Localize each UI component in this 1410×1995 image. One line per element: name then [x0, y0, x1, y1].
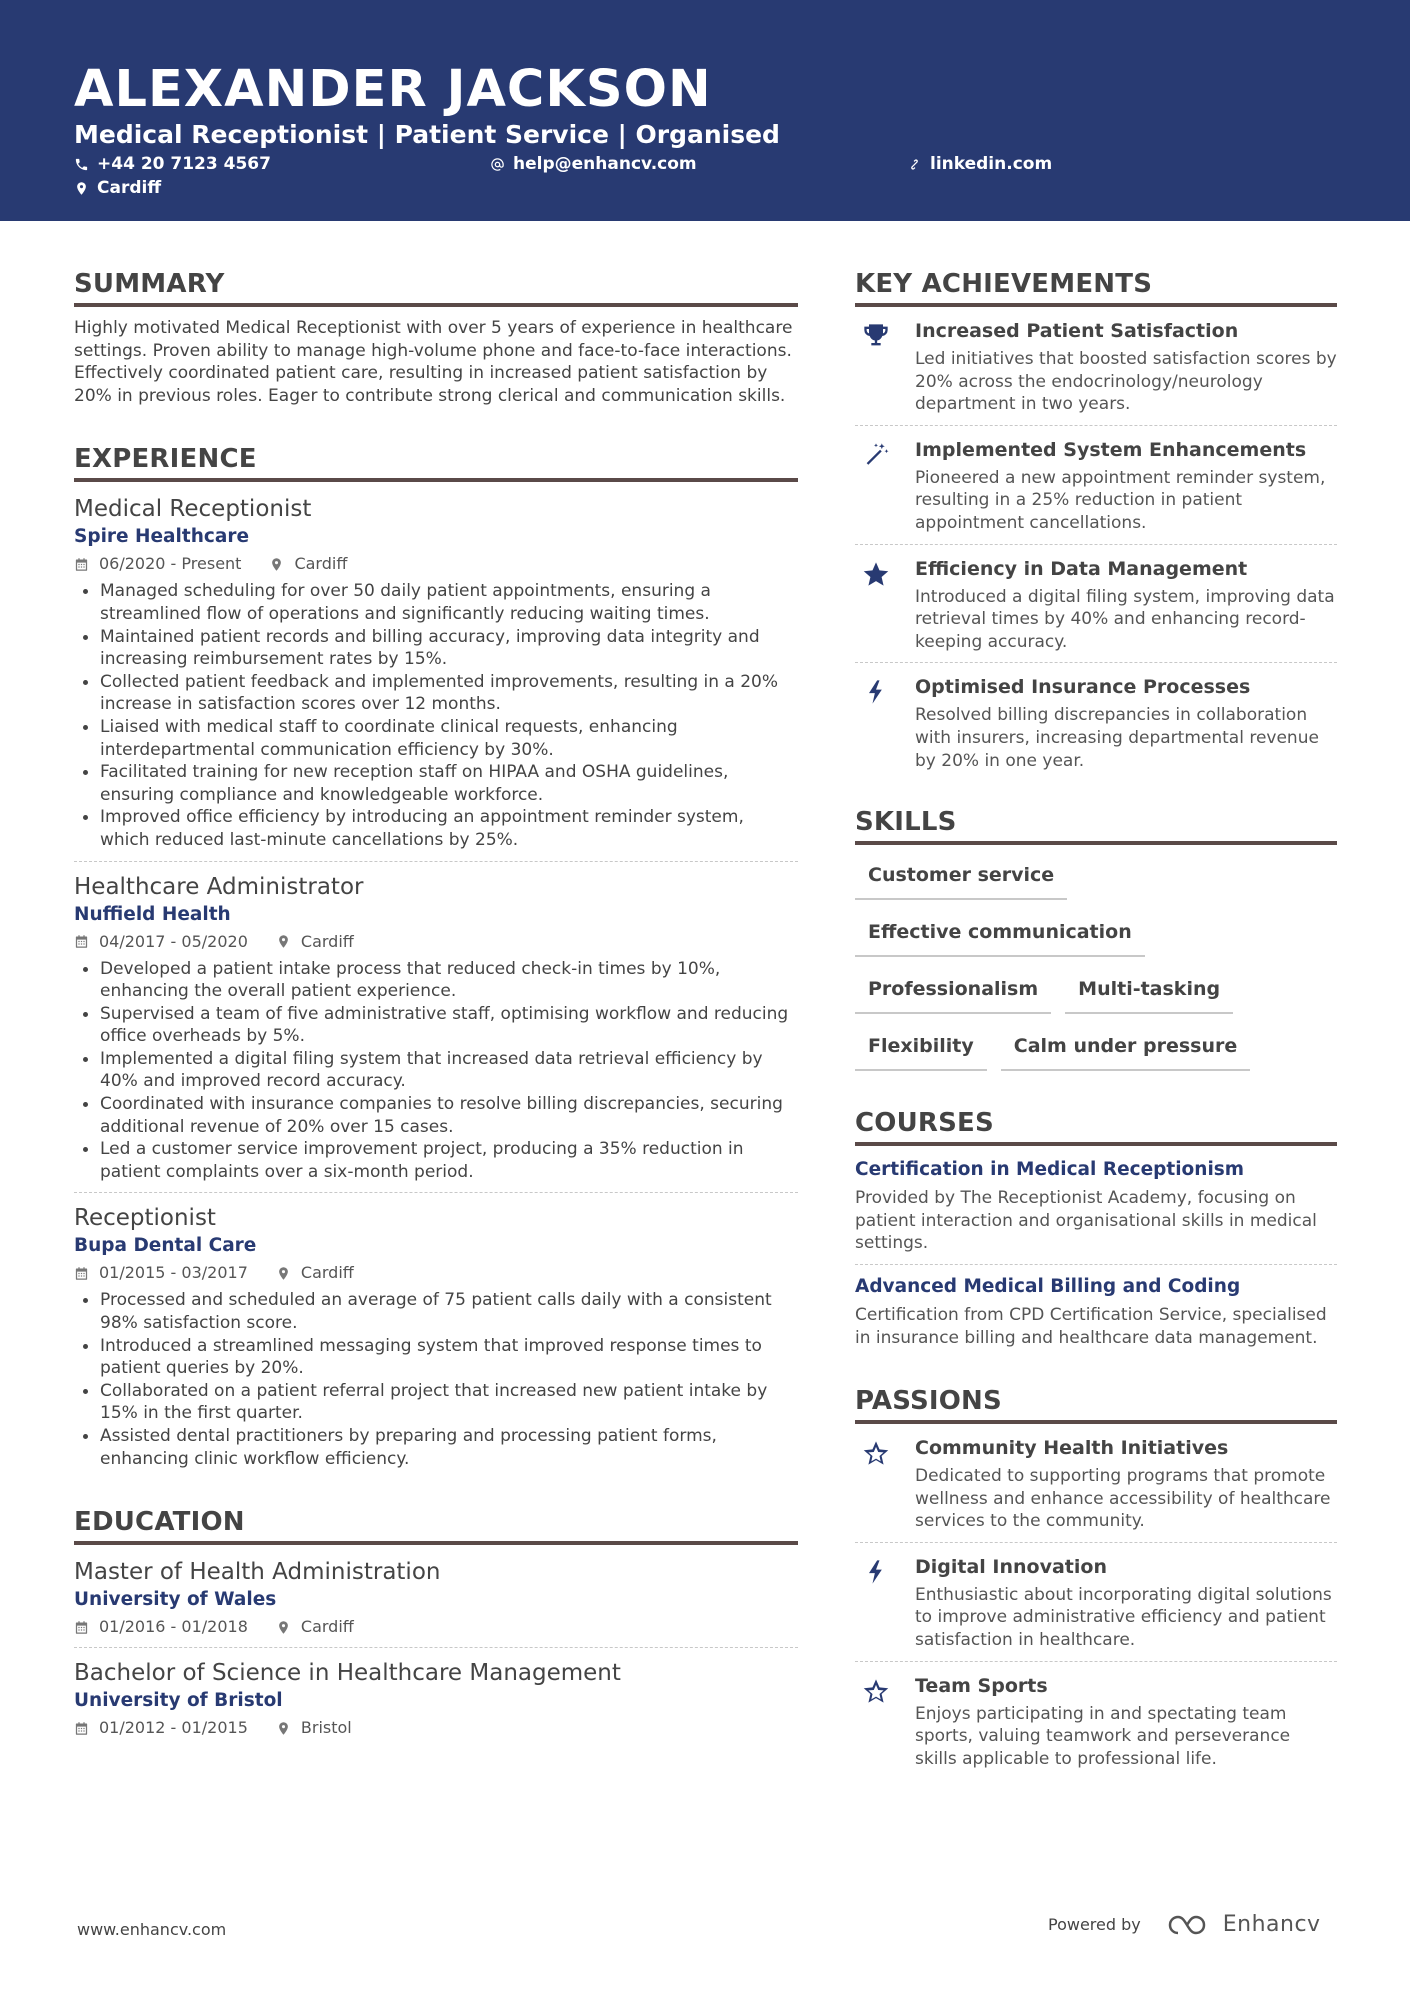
passion-title: Community Health Initiatives — [915, 1437, 1229, 1460]
job-title: Receptionist — [74, 1205, 216, 1232]
left-column — [74, 268, 798, 1739]
skills-section — [855, 806, 1337, 1081]
trophy-icon — [862, 322, 890, 350]
calendar-icon — [74, 934, 89, 949]
passion-title: Digital Innovation — [915, 1555, 1107, 1578]
magic-wand-icon — [862, 441, 890, 469]
lightning-icon — [862, 678, 890, 706]
passion-icon-wrap — [855, 1555, 915, 1652]
bullet-item: Assisted dental practitioners by preparing and processing patient forms, enhancing clinic workflow efficiency. — [74, 1425, 798, 1470]
education-dates: 01/2012 - 01/2015 — [99, 1718, 248, 1738]
lightning-icon — [862, 1558, 890, 1586]
job-dates: 01/2015 - 03/2017 — [99, 1263, 248, 1283]
courses-section — [855, 1107, 1337, 1349]
calendar-icon — [74, 1721, 89, 1736]
calendar-icon — [74, 557, 89, 572]
achievement-icon-wrap — [855, 675, 915, 772]
passion-item — [855, 1674, 1337, 1771]
company-name: Spire Healthcare — [74, 526, 250, 548]
linkedin-text: linkedin.com — [930, 154, 1053, 174]
location-pin-icon — [276, 1620, 291, 1635]
skill-tag: Multi-tasking — [1065, 967, 1233, 1014]
course-title: Advanced Medical Billing and Coding — [855, 1275, 1241, 1297]
enhancv-logo-icon — [1167, 1913, 1213, 1937]
passion-desc: Enjoys participating in and spectating team sports, valuing teamwork and perseverance skills applicable to professional life. — [915, 1703, 1291, 1769]
at-icon — [490, 157, 505, 172]
bullet-item: Collected patient feedback and implemented improvements, resulting in a 20% increase in satisfaction scores over 12 months. — [74, 671, 798, 716]
course-title: Certification in Medical Receptionism — [855, 1159, 1245, 1181]
achievement-desc: Pioneered a new appointment reminder system, resulting in a 25% reduction in patient appointment cancellations. — [915, 467, 1326, 533]
course-desc: Provided by The Receptionist Academy, focusing on patient interaction and organisational skills in medical settings. — [855, 1188, 1317, 1254]
contact-email[interactable] — [490, 153, 697, 175]
degree-title: Bachelor of Science in Healthcare Management — [74, 1660, 621, 1687]
achievement-title: Implemented System Enhancements — [915, 438, 1307, 461]
right-column — [855, 268, 1337, 1770]
achievement-title: Optimised Insurance Processes — [915, 676, 1251, 699]
passion-item — [855, 1555, 1337, 1652]
passions-section — [855, 1385, 1337, 1770]
candidate-name: ALEXANDER JACKSON — [74, 60, 712, 119]
education-meta — [74, 1616, 798, 1638]
contact-location — [74, 177, 161, 199]
location-pin-icon — [276, 1721, 291, 1736]
achievement-desc: Introduced a digital filing system, improving data retrieval times by 40% and enhancing record-keeping accuracy. — [915, 586, 1335, 652]
bullet-item: Improved office efficiency by introducing an appointment reminder system, which reduced last-minute cancellations by 25%. — [74, 806, 798, 851]
experience-item — [74, 494, 798, 851]
education-location — [276, 1717, 352, 1739]
skill-tag: Calm under pressure — [1001, 1024, 1250, 1071]
job-meta — [74, 553, 798, 575]
job-location-text: Cardiff — [294, 554, 348, 574]
education-item — [74, 1557, 798, 1638]
job-bullets — [74, 958, 798, 1184]
education-location-text: Cardiff — [300, 1617, 354, 1637]
education-item — [74, 1658, 798, 1739]
bullet-item: Developed a patient intake process that reduced check-in times by 10%, enhancing the overall patient experience. — [74, 958, 798, 1003]
bullet-item: Coordinated with insurance companies to resolve billing discrepancies, securing additional revenue of 20% over 15 cases. — [74, 1093, 798, 1138]
footer-website[interactable]: www.enhancv.com — [77, 1920, 227, 1939]
bullet-item: Liaised with medical staff to coordinate clinical requests, enhancing interdepartmental communication efficiency by 30%. — [74, 716, 798, 761]
summary-text: Highly motivated Medical Receptionist with over 5 years of experience in healthcare settings. Proven ability to manage high-volume phone and face-to-face interactions. Effectively coordinated patient care, resulting in increased patient satisfaction by 20% in previous roles. Eager to contribute strong clerical and communication skills. — [74, 318, 793, 406]
divider — [855, 662, 1337, 663]
achievement-title: Efficiency in Data Management — [915, 557, 1248, 580]
course-item — [855, 1275, 1337, 1349]
job-location — [276, 931, 354, 953]
location-text: Cardiff — [97, 178, 162, 198]
school-name: University of Wales — [74, 1589, 277, 1611]
achievement-desc: Resolved billing discrepancies in collaboration with insurers, increasing departmental revenue by 20% in one year. — [915, 705, 1319, 771]
bullet-item: Implemented a digital filing system that increased data retrieval efficiency by 40% and improved record accuracy. — [74, 1048, 798, 1093]
divider — [74, 1192, 798, 1193]
bullet-item: Processed and scheduled an average of 75 patient calls daily with a consistent 98% satisfaction score. — [74, 1289, 798, 1334]
brand-name: Enhancv — [1222, 1912, 1321, 1937]
star-outline-icon — [862, 1439, 890, 1467]
education-dates: 01/2016 - 01/2018 — [99, 1617, 248, 1637]
passion-icon-wrap — [855, 1436, 915, 1533]
course-desc: Certification from CPD Certification Service, specialised in insurance billing and healthcare data management. — [855, 1304, 1327, 1348]
skill-tag: Effective communication — [855, 910, 1145, 957]
passion-title: Team Sports — [915, 1674, 1048, 1697]
bullet-item: Maintained patient records and billing accuracy, improving data integrity and increasing reimbursement rates by 15%. — [74, 626, 798, 671]
section-title-achievements: KEY ACHIEVEMENTS — [855, 268, 1337, 307]
company-name: Bupa Dental Care — [74, 1235, 257, 1257]
passion-item — [855, 1436, 1337, 1533]
divider — [855, 1264, 1337, 1265]
achievements-section — [855, 268, 1337, 772]
job-bullets — [74, 580, 798, 851]
bullet-item: Supervised a team of five administrative staff, optimising workflow and reducing office overheads by 5%. — [74, 1003, 798, 1048]
divider — [855, 544, 1337, 545]
job-title: Healthcare Administrator — [74, 873, 364, 900]
calendar-icon — [74, 1620, 89, 1635]
phone-text: +44 20 7123 4567 — [97, 154, 271, 174]
job-title: Medical Receptionist — [74, 496, 312, 523]
calendar-icon — [74, 1266, 89, 1281]
job-meta — [74, 931, 798, 953]
section-title-passions: PASSIONS — [855, 1385, 1337, 1424]
divider — [855, 425, 1337, 426]
education-section — [74, 1506, 798, 1739]
section-title-skills: SKILLS — [855, 806, 1337, 845]
achievement-item — [855, 675, 1337, 772]
achievement-icon-wrap — [855, 438, 915, 535]
education-location — [276, 1616, 354, 1638]
experience-item — [74, 1203, 798, 1470]
link-icon — [907, 157, 922, 172]
email-text: help@enhancv.com — [513, 154, 697, 174]
location-pin-icon — [276, 934, 291, 949]
skill-tag: Flexibility — [855, 1024, 987, 1071]
job-dates: 06/2020 - Present — [99, 554, 242, 574]
divider — [855, 1661, 1337, 1662]
achievement-desc: Led initiatives that boosted satisfaction scores by 20% across the endocrinology/neurology department in two years. — [915, 349, 1337, 415]
passion-desc: Dedicated to supporting programs that promote wellness and enhance accessibility of healthcare services to the community. — [915, 1466, 1331, 1532]
achievement-title: Increased Patient Satisfaction — [915, 320, 1239, 342]
section-title-courses: COURSES — [855, 1107, 1337, 1146]
education-meta — [74, 1717, 798, 1739]
skill-tag: Professionalism — [855, 967, 1051, 1014]
contact-phone[interactable] — [74, 153, 271, 175]
location-pin-icon — [276, 1266, 291, 1281]
achievement-icon-wrap — [855, 319, 915, 416]
star-outline-icon — [862, 1677, 890, 1705]
skills-list — [855, 853, 1337, 1081]
job-bullets — [74, 1289, 798, 1470]
experience-item — [74, 872, 798, 1184]
education-location-text: Bristol — [300, 1718, 352, 1738]
powered-by-label: Powered by — [1048, 1915, 1141, 1934]
bullet-item: Facilitated training for new reception staff on HIPAA and OSHA guidelines, ensuring compliance and knowledgeable workforce. — [74, 761, 798, 806]
candidate-title: Medical Receptionist | Patient Service | Organised — [74, 120, 780, 149]
achievement-item — [855, 319, 1337, 416]
section-title-summary: SUMMARY — [74, 268, 798, 307]
footer-branding[interactable] — [1048, 1912, 1321, 1937]
bullet-item: Introduced a streamlined messaging system that improved response times to patient queries by 20%. — [74, 1335, 798, 1380]
experience-section — [74, 443, 798, 1470]
bullet-item: Led a customer service improvement project, producing a 35% reduction in patient complaints over a six-month period. — [74, 1138, 798, 1183]
star-icon — [862, 560, 890, 588]
divider — [74, 1647, 798, 1648]
skill-tag: Customer service — [855, 853, 1067, 900]
company-name: Nuffield Health — [74, 903, 231, 925]
bullet-item: Collaborated on a patient referral project that increased new patient intake by 15% in the first quarter. — [74, 1380, 798, 1425]
job-dates: 04/2017 - 05/2020 — [99, 931, 248, 951]
location-pin-icon — [74, 181, 89, 196]
job-location — [276, 1262, 354, 1284]
degree-title: Master of Health Administration — [74, 1559, 441, 1586]
job-location-text: Cardiff — [300, 1263, 354, 1283]
job-location — [269, 553, 347, 575]
resume-header — [0, 0, 1410, 221]
divider — [855, 1542, 1337, 1543]
passion-desc: Enthusiastic about incorporating digital solutions to improve administrative efficiency and patient satisfaction in healthcare. — [915, 1584, 1332, 1651]
achievement-icon-wrap — [855, 557, 915, 654]
contact-linkedin[interactable] — [907, 153, 1052, 175]
passion-icon-wrap — [855, 1674, 915, 1771]
summary-section — [74, 268, 798, 407]
job-meta — [74, 1262, 798, 1284]
divider — [74, 861, 798, 862]
course-item — [855, 1158, 1337, 1255]
bullet-item: Managed scheduling for over 50 daily patient appointments, ensuring a streamlined flow of operations and significantly reducing waiting times. — [74, 580, 798, 625]
section-title-experience: EXPERIENCE — [74, 443, 798, 482]
phone-icon — [74, 157, 89, 172]
location-pin-icon — [269, 557, 284, 572]
achievement-item — [855, 438, 1337, 535]
section-title-education: EDUCATION — [74, 1506, 798, 1545]
achievement-item — [855, 557, 1337, 654]
school-name: University of Bristol — [74, 1690, 283, 1712]
job-location-text: Cardiff — [300, 931, 354, 951]
